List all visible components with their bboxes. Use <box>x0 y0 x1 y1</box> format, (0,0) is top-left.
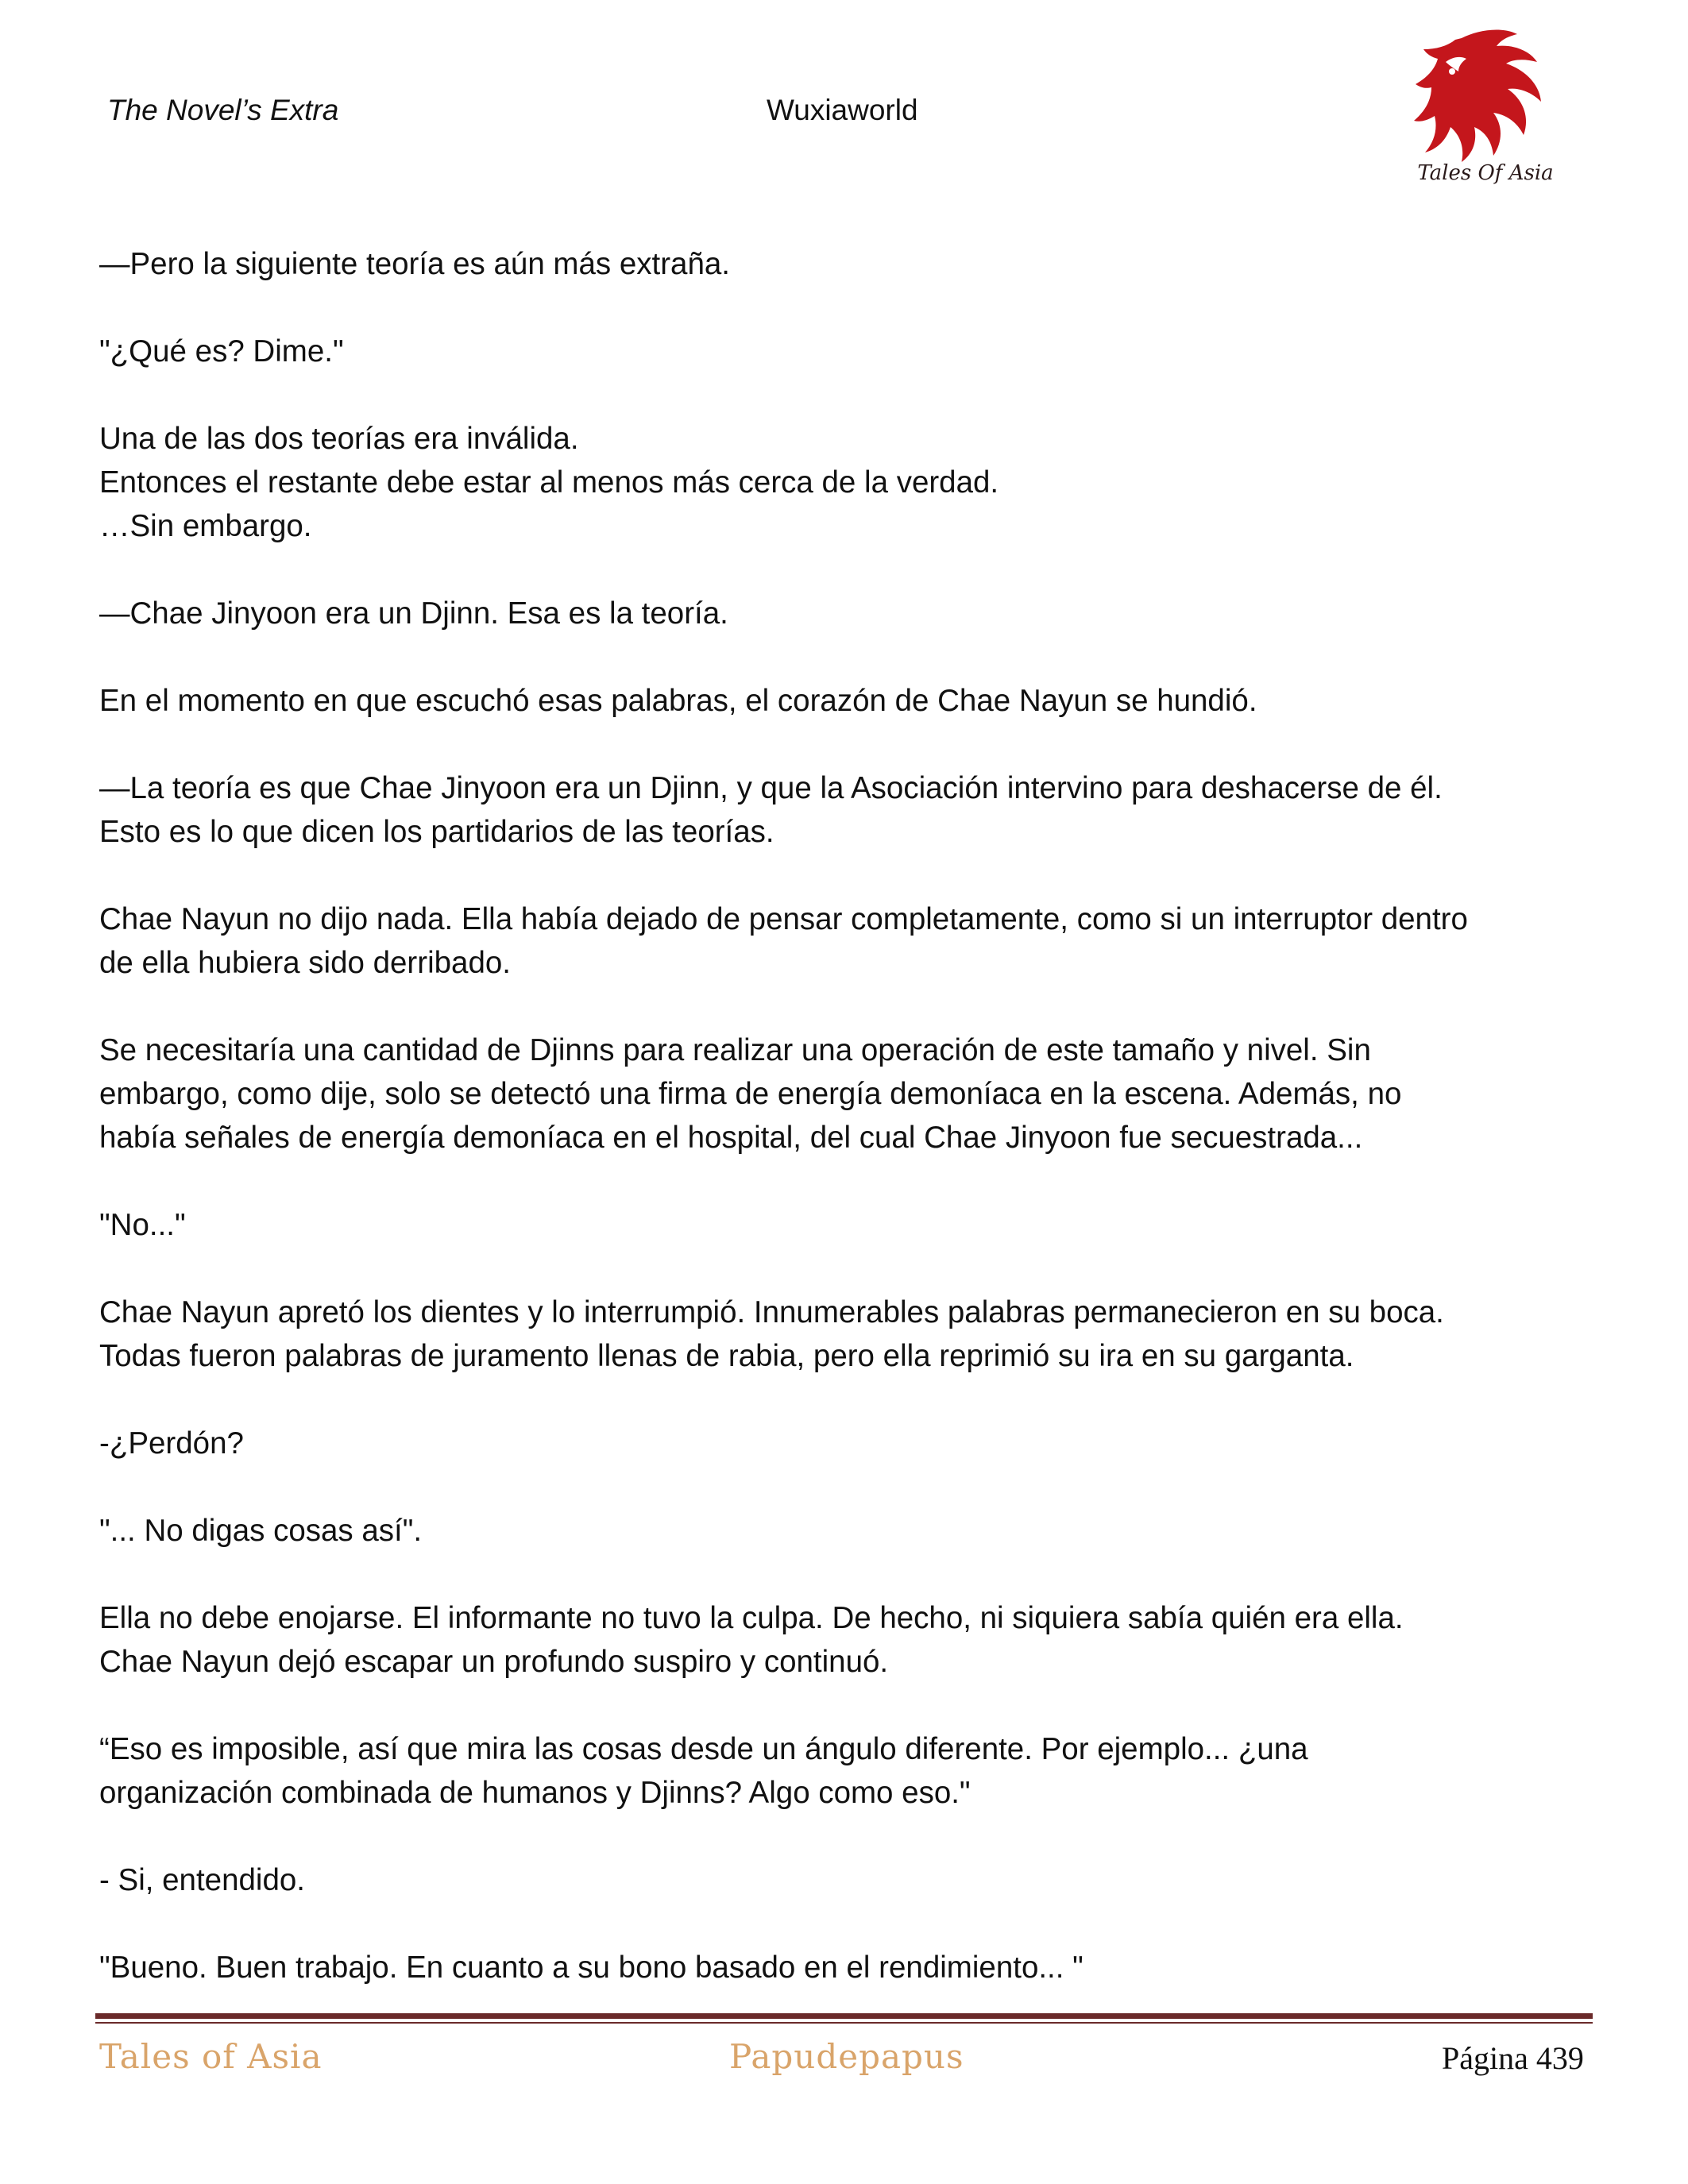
paragraph: Chae Nayun apretó los dientes y lo interrumpió. Innumerables palabras permanecieron en su boca. Todas fueron palabras de juramento llenas de rabia, pero ella reprimió su ira en su garganta. <box>99 1295 1444 1373</box>
header-novel-title: The Novel’s Extra <box>107 94 339 126</box>
footer-divider <box>95 2013 1593 2024</box>
paragraph: -¿Perdón? <box>99 1426 244 1461</box>
footer-divider-thick <box>95 2013 1593 2019</box>
paragraph: —Chae Jinyoon era un Djinn. Esa es la teoría. <box>99 596 728 631</box>
paragraph: "... No digas cosas así". <box>99 1514 423 1548</box>
paragraph: —La teoría es que Chae Jinyoon era un Djinn, y que la Asociación intervino para deshacerse de él. Esto es lo que dicen los partidarios de las teorías. <box>99 771 1443 849</box>
tales-of-asia-logo <box>1414 22 1557 189</box>
paragraph: - Si, entendido. <box>99 1863 305 1897</box>
footer-divider-thin <box>95 2022 1593 2024</box>
header-source-title: Wuxiaworld <box>767 94 918 126</box>
footer-site-name: Tales of Asia <box>99 2037 323 2076</box>
svg-text:Tales Of Asia: Tales Of Asia <box>1417 161 1554 185</box>
page-body <box>99 242 1593 2033</box>
paragraph: —Pero la siguiente teoría es aún más extraña. <box>99 247 730 281</box>
footer-translator: Papudepapus <box>729 2037 964 2076</box>
page-number: Página 439 <box>1442 2040 1584 2076</box>
paragraph: "No..." <box>99 1208 186 1242</box>
page-header <box>0 0 1688 206</box>
paragraph: Una de las dos teorías era inválida. Entonces el restante debe estar al menos más cerca de la verdad. …Sin embargo. <box>99 422 999 543</box>
paragraph: "¿Qué es? Dime." <box>99 334 344 369</box>
paragraph: Se necesitaría una cantidad de Djinns para realizar una operación de este tamaño y nivel. Sin embargo, como dije, solo se detectó una firma de energía demoníaca en la escena. Además, no había señales de energía demoníaca en el hospital, del cual Chae Jinyoon fue secuestrada... <box>99 1033 1402 1155</box>
paragraph: Chae Nayun no dijo nada. Ella había dejado de pensar completamente, como si un interruptor dentro de ella hubiera sido derribado. <box>99 902 1468 980</box>
paragraph: “Eso es imposible, así que mira las cosas desde un ángulo diferente. Por ejemplo... ¿una organización combinada de humanos y Djinns? Algo como eso." <box>99 1732 1308 1810</box>
paragraph: En el momento en que escuchó esas palabras, el corazón de Chae Nayun se hundió. <box>99 684 1257 718</box>
paragraph: Ella no debe enojarse. El informante no tuvo la culpa. De hecho, ni siquiera sabía quién era ella. Chae Nayun dejó escapar un profundo suspiro y continuó. <box>99 1601 1404 1679</box>
paragraph: "Bueno. Buen trabajo. En cuanto a su bono basado en el rendimiento... " <box>99 1951 1083 1985</box>
